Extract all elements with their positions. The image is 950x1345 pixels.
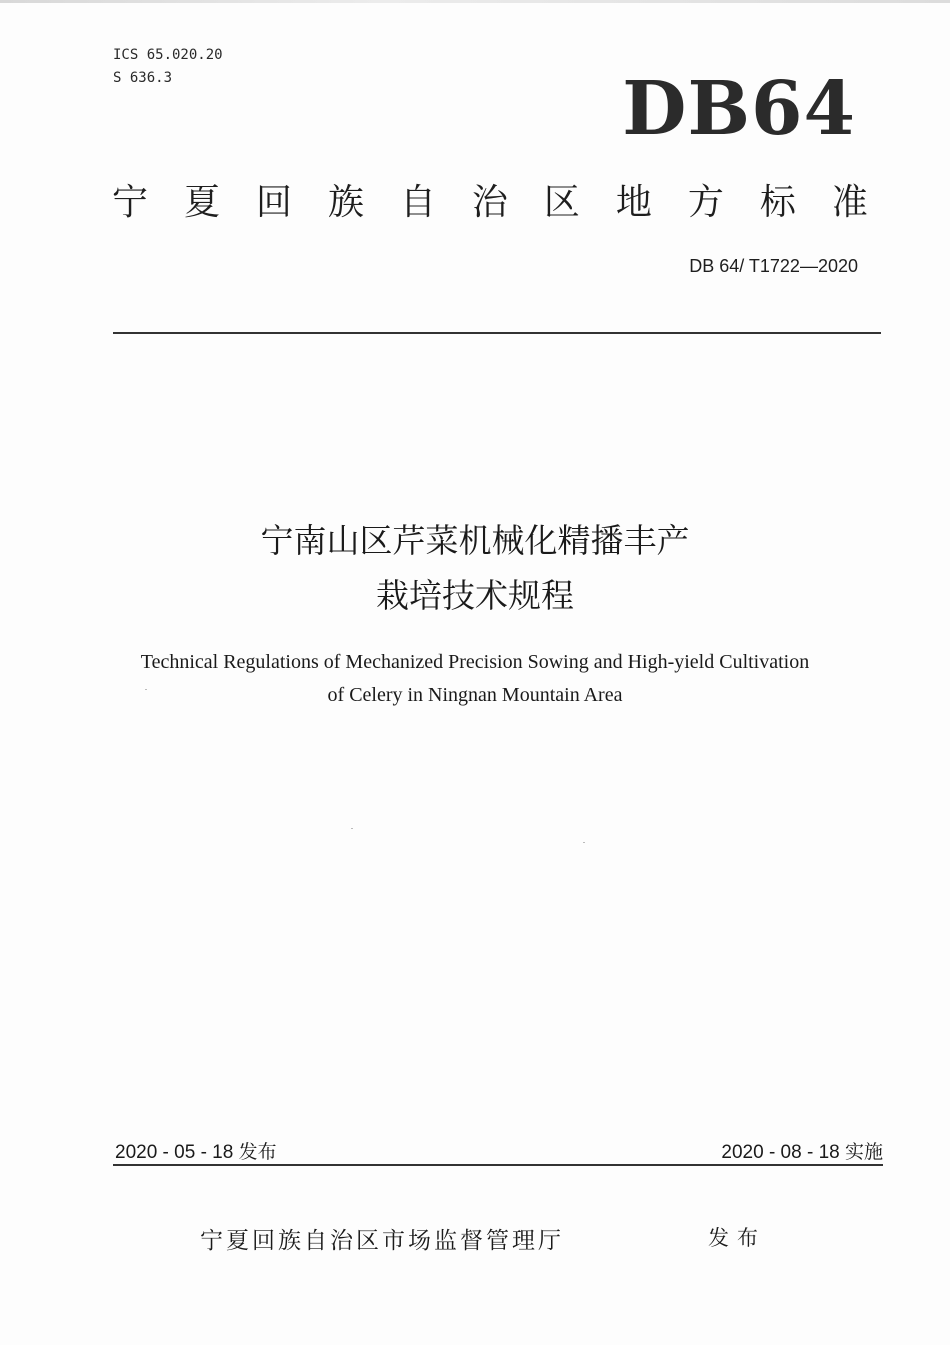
standard-type-char: 方 — [687, 182, 724, 223]
classification-codes — [113, 44, 223, 90]
standard-type-char: 自 — [399, 182, 436, 223]
implementation-date: 2020 - 08 - 18 实施 — [721, 1142, 883, 1163]
ccs-code: S 636.3 — [113, 70, 173, 86]
standard-type-char: 区 — [543, 182, 580, 223]
title-en-line2: of Celery in Ningnan Mountain Area — [327, 684, 623, 706]
scan-speck — [583, 842, 585, 843]
standard-number: DB 64/ T1722—2020 — [689, 256, 858, 276]
standard-type-char: 标 — [759, 182, 796, 223]
bottom-divider — [113, 1164, 883, 1166]
standard-type-char: 回 — [255, 182, 292, 223]
scan-speck — [145, 689, 147, 690]
standard-logo: DB64 — [622, 66, 856, 152]
title-cn-line2: 栽培技术规程 — [376, 576, 574, 615]
standard-type-char: 族 — [327, 182, 364, 223]
issue-date: 2020 - 05 - 18 发布 — [115, 1142, 277, 1163]
scan-speck — [351, 828, 353, 829]
standard-type-char: 宁 — [112, 182, 149, 223]
standard-type-char: 地 — [615, 182, 652, 223]
title-cn-line1: 宁南山区芹菜机械化精播丰产 — [260, 521, 690, 560]
standard-type-char: 夏 — [183, 182, 220, 223]
top-divider — [113, 332, 881, 334]
standard-type-char: 准 — [831, 182, 868, 223]
issue-action: 发布 — [708, 1226, 766, 1250]
ics-code: ICS 65.020.20 — [113, 47, 223, 63]
standard-type-heading — [112, 180, 868, 226]
standard-type-char: 治 — [471, 182, 508, 223]
title-en-line1: Technical Regulations of Mechanized Precision Sowing and High-yield Cultivation — [140, 651, 810, 673]
issuing-authority: 宁夏回族自治区市场监督管理厅 — [200, 1228, 564, 1254]
scan-edge — [0, 0, 950, 3]
